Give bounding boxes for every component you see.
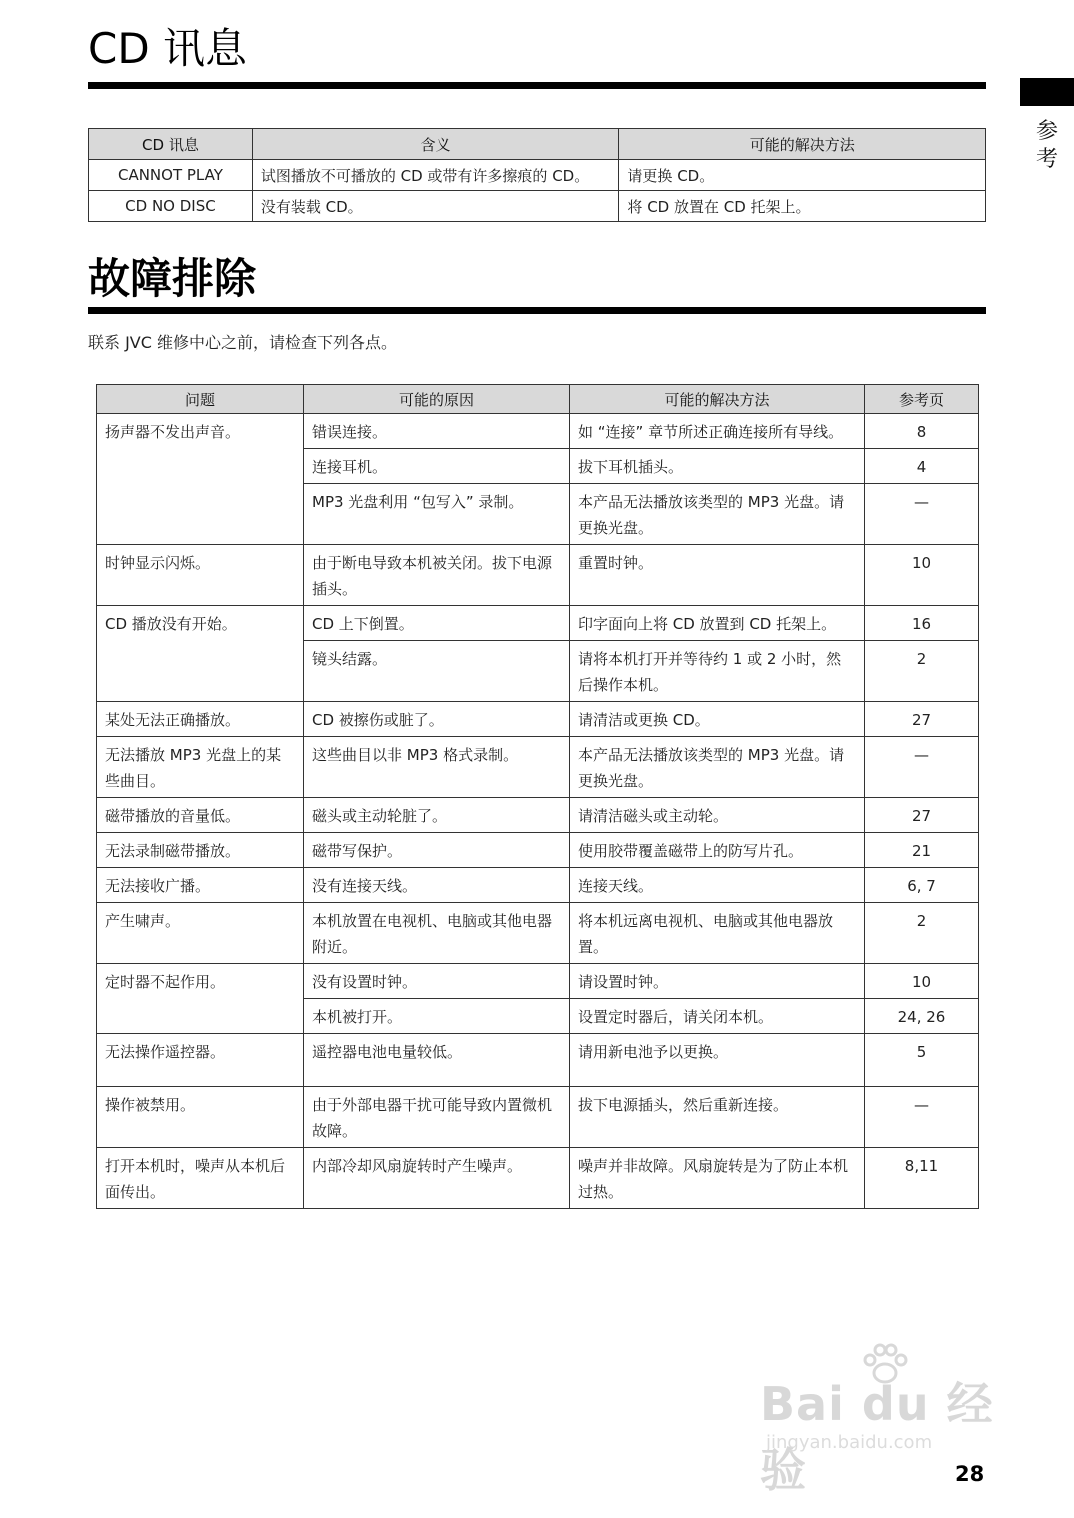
solution-cell: 拔下电源插头，然后重新连接。	[570, 1087, 865, 1148]
ref-page-cell: 24, 26	[865, 999, 979, 1034]
cause-cell: 磁带写保护。	[304, 833, 570, 868]
problem-cell: 无法播放 MP3 光盘上的某些曲目。	[97, 737, 304, 798]
ref-page-cell: 10	[865, 964, 979, 999]
table-row	[97, 903, 979, 964]
table-row	[89, 160, 986, 191]
cause-cell: CD 上下倒置。	[304, 606, 570, 641]
solution-cell: 将 CD 放置在 CD 托架上。	[619, 191, 986, 222]
solution-cell: 拔下耳机插头。	[570, 449, 865, 484]
watermark-brand: Bai du 经验	[760, 1377, 994, 1497]
solution-cell: 重置时钟。	[570, 545, 865, 606]
solution-cell: 请清洁或更换 CD。	[570, 702, 865, 737]
solution-cell: 请将本机打开并等待约 1 或 2 小时，然后操作本机。	[570, 641, 865, 702]
cd-message-cell: CD NO DISC	[89, 191, 253, 222]
col-header: 参考页	[865, 385, 979, 414]
solution-cell: 将本机远离电视机、电脑或其他电器放置。	[570, 903, 865, 964]
watermark-url: jingyan.baidu.com	[766, 1432, 933, 1453]
meaning-cell: 试图播放不可播放的 CD 或带有许多擦痕的 CD。	[252, 160, 619, 191]
cause-cell: MP3 光盘利用 “包写入” 录制。	[304, 484, 570, 545]
ref-page-cell: 5	[865, 1034, 979, 1087]
problem-cell: 打开本机时，噪声从本机后面传出。	[97, 1148, 304, 1209]
solution-cell: 请用新电池予以更换。	[570, 1034, 865, 1087]
problem-cell: 扬声器不发出声音。	[97, 414, 304, 545]
troubleshooting-title: 故障排除	[88, 254, 257, 303]
side-label-text: 参考	[1035, 119, 1058, 172]
cause-cell: 没有连接天线。	[304, 868, 570, 903]
ref-page-cell: 16	[865, 606, 979, 641]
table-row	[97, 1034, 979, 1087]
table-row	[97, 1148, 979, 1209]
ref-page-cell: —	[865, 737, 979, 798]
solution-cell: 如 “连接” 章节所述正确连接所有导线。	[570, 414, 865, 449]
problem-cell: 无法录制磁带播放。	[97, 833, 304, 868]
solution-cell: 请清洁磁头或主动轮。	[570, 798, 865, 833]
cause-cell: 镜头结露。	[304, 641, 570, 702]
problem-cell: 磁带播放的音量低。	[97, 798, 304, 833]
cause-cell: CD 被擦伤或脏了。	[304, 702, 570, 737]
cd-section-title: CD 讯息	[88, 24, 248, 73]
table-row	[89, 191, 986, 222]
cause-cell: 连接耳机。	[304, 449, 570, 484]
table-row	[97, 833, 979, 868]
meaning-cell: 没有装载 CD。	[252, 191, 619, 222]
table-header-row	[89, 129, 986, 160]
problem-cell: 无法操作遥控器。	[97, 1034, 304, 1087]
cause-cell: 由于断电导致本机被关闭。拔下电源插头。	[304, 545, 570, 606]
table-header-row	[97, 385, 979, 414]
cause-cell: 遥控器电池电量较低。	[304, 1034, 570, 1087]
solution-cell: 本产品无法播放该类型的 MP3 光盘。请更换光盘。	[570, 484, 865, 545]
ref-page-cell: 27	[865, 702, 979, 737]
cause-cell: 错误连接。	[304, 414, 570, 449]
table-row	[97, 737, 979, 798]
col-header: CD 讯息	[89, 129, 253, 160]
problem-cell: 操作被禁用。	[97, 1087, 304, 1148]
solution-cell: 连接天线。	[570, 868, 865, 903]
title-rule	[88, 82, 986, 89]
col-header: 可能的解决方法	[619, 129, 986, 160]
table-row	[97, 702, 979, 737]
col-header: 问题	[97, 385, 304, 414]
cause-cell: 由于外部电器干扰可能导致内置微机故障。	[304, 1087, 570, 1148]
ref-page-cell: 6, 7	[865, 868, 979, 903]
table-row	[97, 868, 979, 903]
solution-cell: 本产品无法播放该类型的 MP3 光盘。请更换光盘。	[570, 737, 865, 798]
table-row	[97, 1087, 979, 1148]
table-row	[97, 798, 979, 833]
cause-cell: 没有设置时钟。	[304, 964, 570, 999]
problem-cell: 某处无法正确播放。	[97, 702, 304, 737]
side-label	[1034, 118, 1060, 174]
ref-page-cell: —	[865, 1087, 979, 1148]
cause-cell: 本机放置在电视机、电脑或其他电器附近。	[304, 903, 570, 964]
table-row	[97, 606, 979, 641]
solution-cell: 印字面向上将 CD 放置到 CD 托架上。	[570, 606, 865, 641]
solution-cell: 使用胶带覆盖磁带上的防写片孔。	[570, 833, 865, 868]
problem-cell: 定时器不起作用。	[97, 964, 304, 1034]
problem-cell: 产生啸声。	[97, 903, 304, 964]
table-row	[97, 414, 979, 449]
side-tab-marker	[1020, 78, 1074, 106]
ref-page-cell: 4	[865, 449, 979, 484]
ref-page-cell: 2	[865, 903, 979, 964]
ref-page-cell: 2	[865, 641, 979, 702]
ref-page-cell: 8,11	[865, 1148, 979, 1209]
cd-message-cell: CANNOT PLAY	[89, 160, 253, 191]
cause-cell: 磁头或主动轮脏了。	[304, 798, 570, 833]
troubleshooting-table	[96, 384, 979, 1209]
table-row	[97, 964, 979, 999]
page-number: 28	[955, 1462, 985, 1486]
solution-cell: 请设置时钟。	[570, 964, 865, 999]
cause-cell: 这些曲目以非 MP3 格式录制。	[304, 737, 570, 798]
table-row	[97, 545, 979, 606]
col-header: 可能的解决方法	[570, 385, 865, 414]
title-rule	[88, 307, 986, 314]
solution-cell: 请更换 CD。	[619, 160, 986, 191]
problem-cell: CD 播放没有开始。	[97, 606, 304, 702]
solution-cell: 噪声并非故障。风扇旋转是为了防止本机过热。	[570, 1148, 865, 1209]
cd-message-table	[88, 128, 986, 222]
col-header: 含义	[252, 129, 619, 160]
problem-cell: 无法接收广播。	[97, 868, 304, 903]
intro-text: 联系 JVC 维修中心之前，请检查下列各点。	[88, 333, 398, 352]
problem-cell: 时钟显示闪烁。	[97, 545, 304, 606]
cause-cell: 内部冷却风扇旋转时产生噪声。	[304, 1148, 570, 1209]
ref-page-cell: 27	[865, 798, 979, 833]
col-header: 可能的原因	[304, 385, 570, 414]
solution-cell: 设置定时器后，请关闭本机。	[570, 999, 865, 1034]
cause-cell: 本机被打开。	[304, 999, 570, 1034]
ref-page-cell: —	[865, 484, 979, 545]
ref-page-cell: 21	[865, 833, 979, 868]
ref-page-cell: 8	[865, 414, 979, 449]
ref-page-cell: 10	[865, 545, 979, 606]
